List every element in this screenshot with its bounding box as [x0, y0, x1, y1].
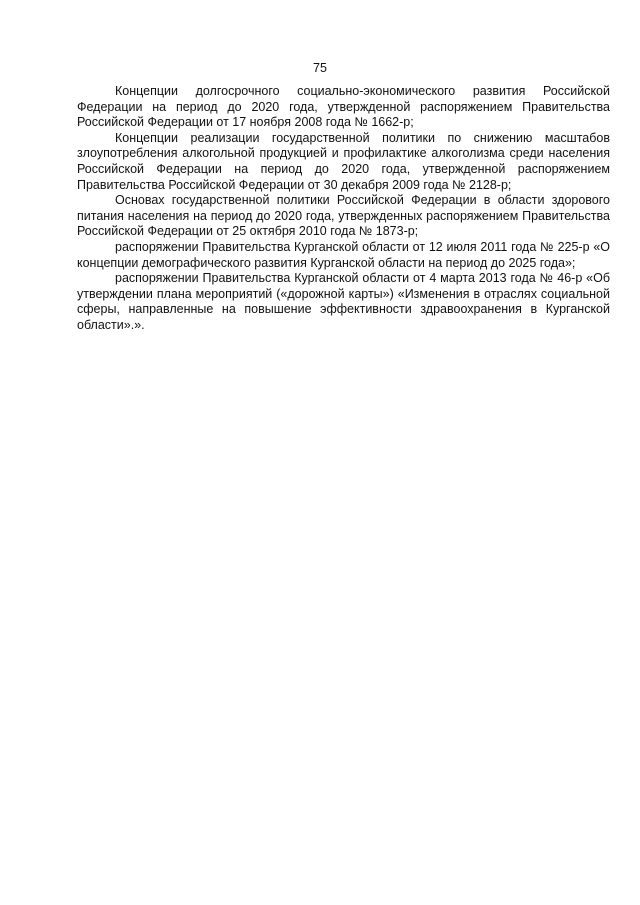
paragraph-demographic-concept: распоряжении Правительства Курганской области от 12 июля 2011 года № 225-р «О концепции демографического развития Курганской области на период до 2025 года»; — [77, 239, 610, 270]
paragraph-concept-socioeconomic: Концепции долгосрочного социально-экономического развития Российской Федерации на период до 2020 года, утвержденной распоряжением Правительства Российской Федерации от 17 ноября 2008 года № 1662-р; — [77, 84, 610, 130]
paragraph-road-map: распоряжении Правительства Курганской области от 4 марта 2013 года № 46-р «Об утверждении плана мероприятий («дорожной карты») «Изменения в отраслях социальной сферы, направленные на повышение эффективности здравоохранения в Курганской области».». — [77, 271, 610, 332]
paragraph-concept-alcohol-policy: Концепции реализации государственной политики по снижению масштабов злоупотребления алкогольной продукцией и профилактике алкоголизма среди населения Российской Федерации на период до 2020 года, утвержденной распоряжением Правительства Российской Федерации от 30 декабря 2009 года № 2128-р; — [77, 130, 610, 192]
page-number: 75 — [313, 61, 327, 75]
paragraph-healthy-nutrition-policy: Основах государственной политики Российской Федерации в области здорового питания населения на период до 2020 года, утвержденных распоряжением Правительства Российской Федерации от 25 октября 2010 года № 1873-р; — [77, 193, 610, 239]
document-body — [77, 84, 610, 334]
